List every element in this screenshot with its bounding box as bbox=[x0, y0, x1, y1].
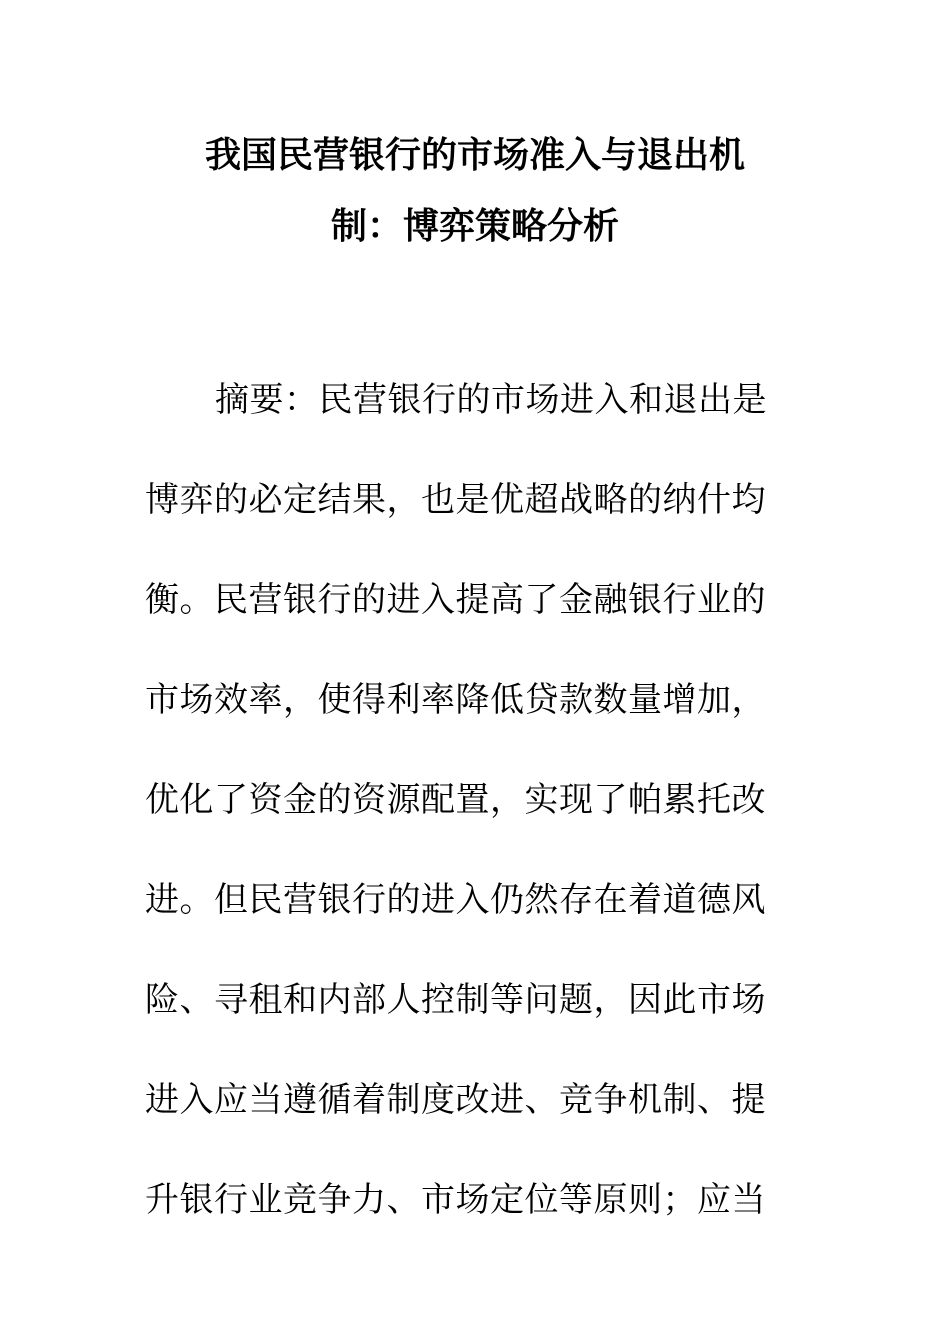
abstract-line: 进。但民营银行的进入仍然存在着道德风 bbox=[145, 880, 766, 920]
abstract-line: 市场效率，使得利率降低贷款数量增加， bbox=[145, 680, 766, 720]
abstract-line: 升银行业竞争力、市场定位等原则；应当 bbox=[145, 1180, 766, 1220]
abstract-line: 衡。民营银行的进入提高了金融银行业的 bbox=[145, 580, 766, 620]
document-title-line-1: 我国民营银行的市场准入与退出机 bbox=[204, 135, 745, 176]
abstract-line: 摘要：民营银行的市场进入和退出是 bbox=[215, 380, 767, 420]
abstract-line: 优化了资金的资源配置，实现了帕累托改 bbox=[145, 780, 766, 820]
abstract-line: 博弈的必定结果，也是优超战略的纳什均 bbox=[145, 480, 766, 520]
abstract-line: 险、寻租和内部人控制等问题，因此市场 bbox=[145, 980, 766, 1020]
document-title-line-2: 制：博弈策略分析 bbox=[330, 206, 619, 247]
abstract-line: 进入应当遵循着制度改进、竞争机制、提 bbox=[145, 1080, 766, 1120]
